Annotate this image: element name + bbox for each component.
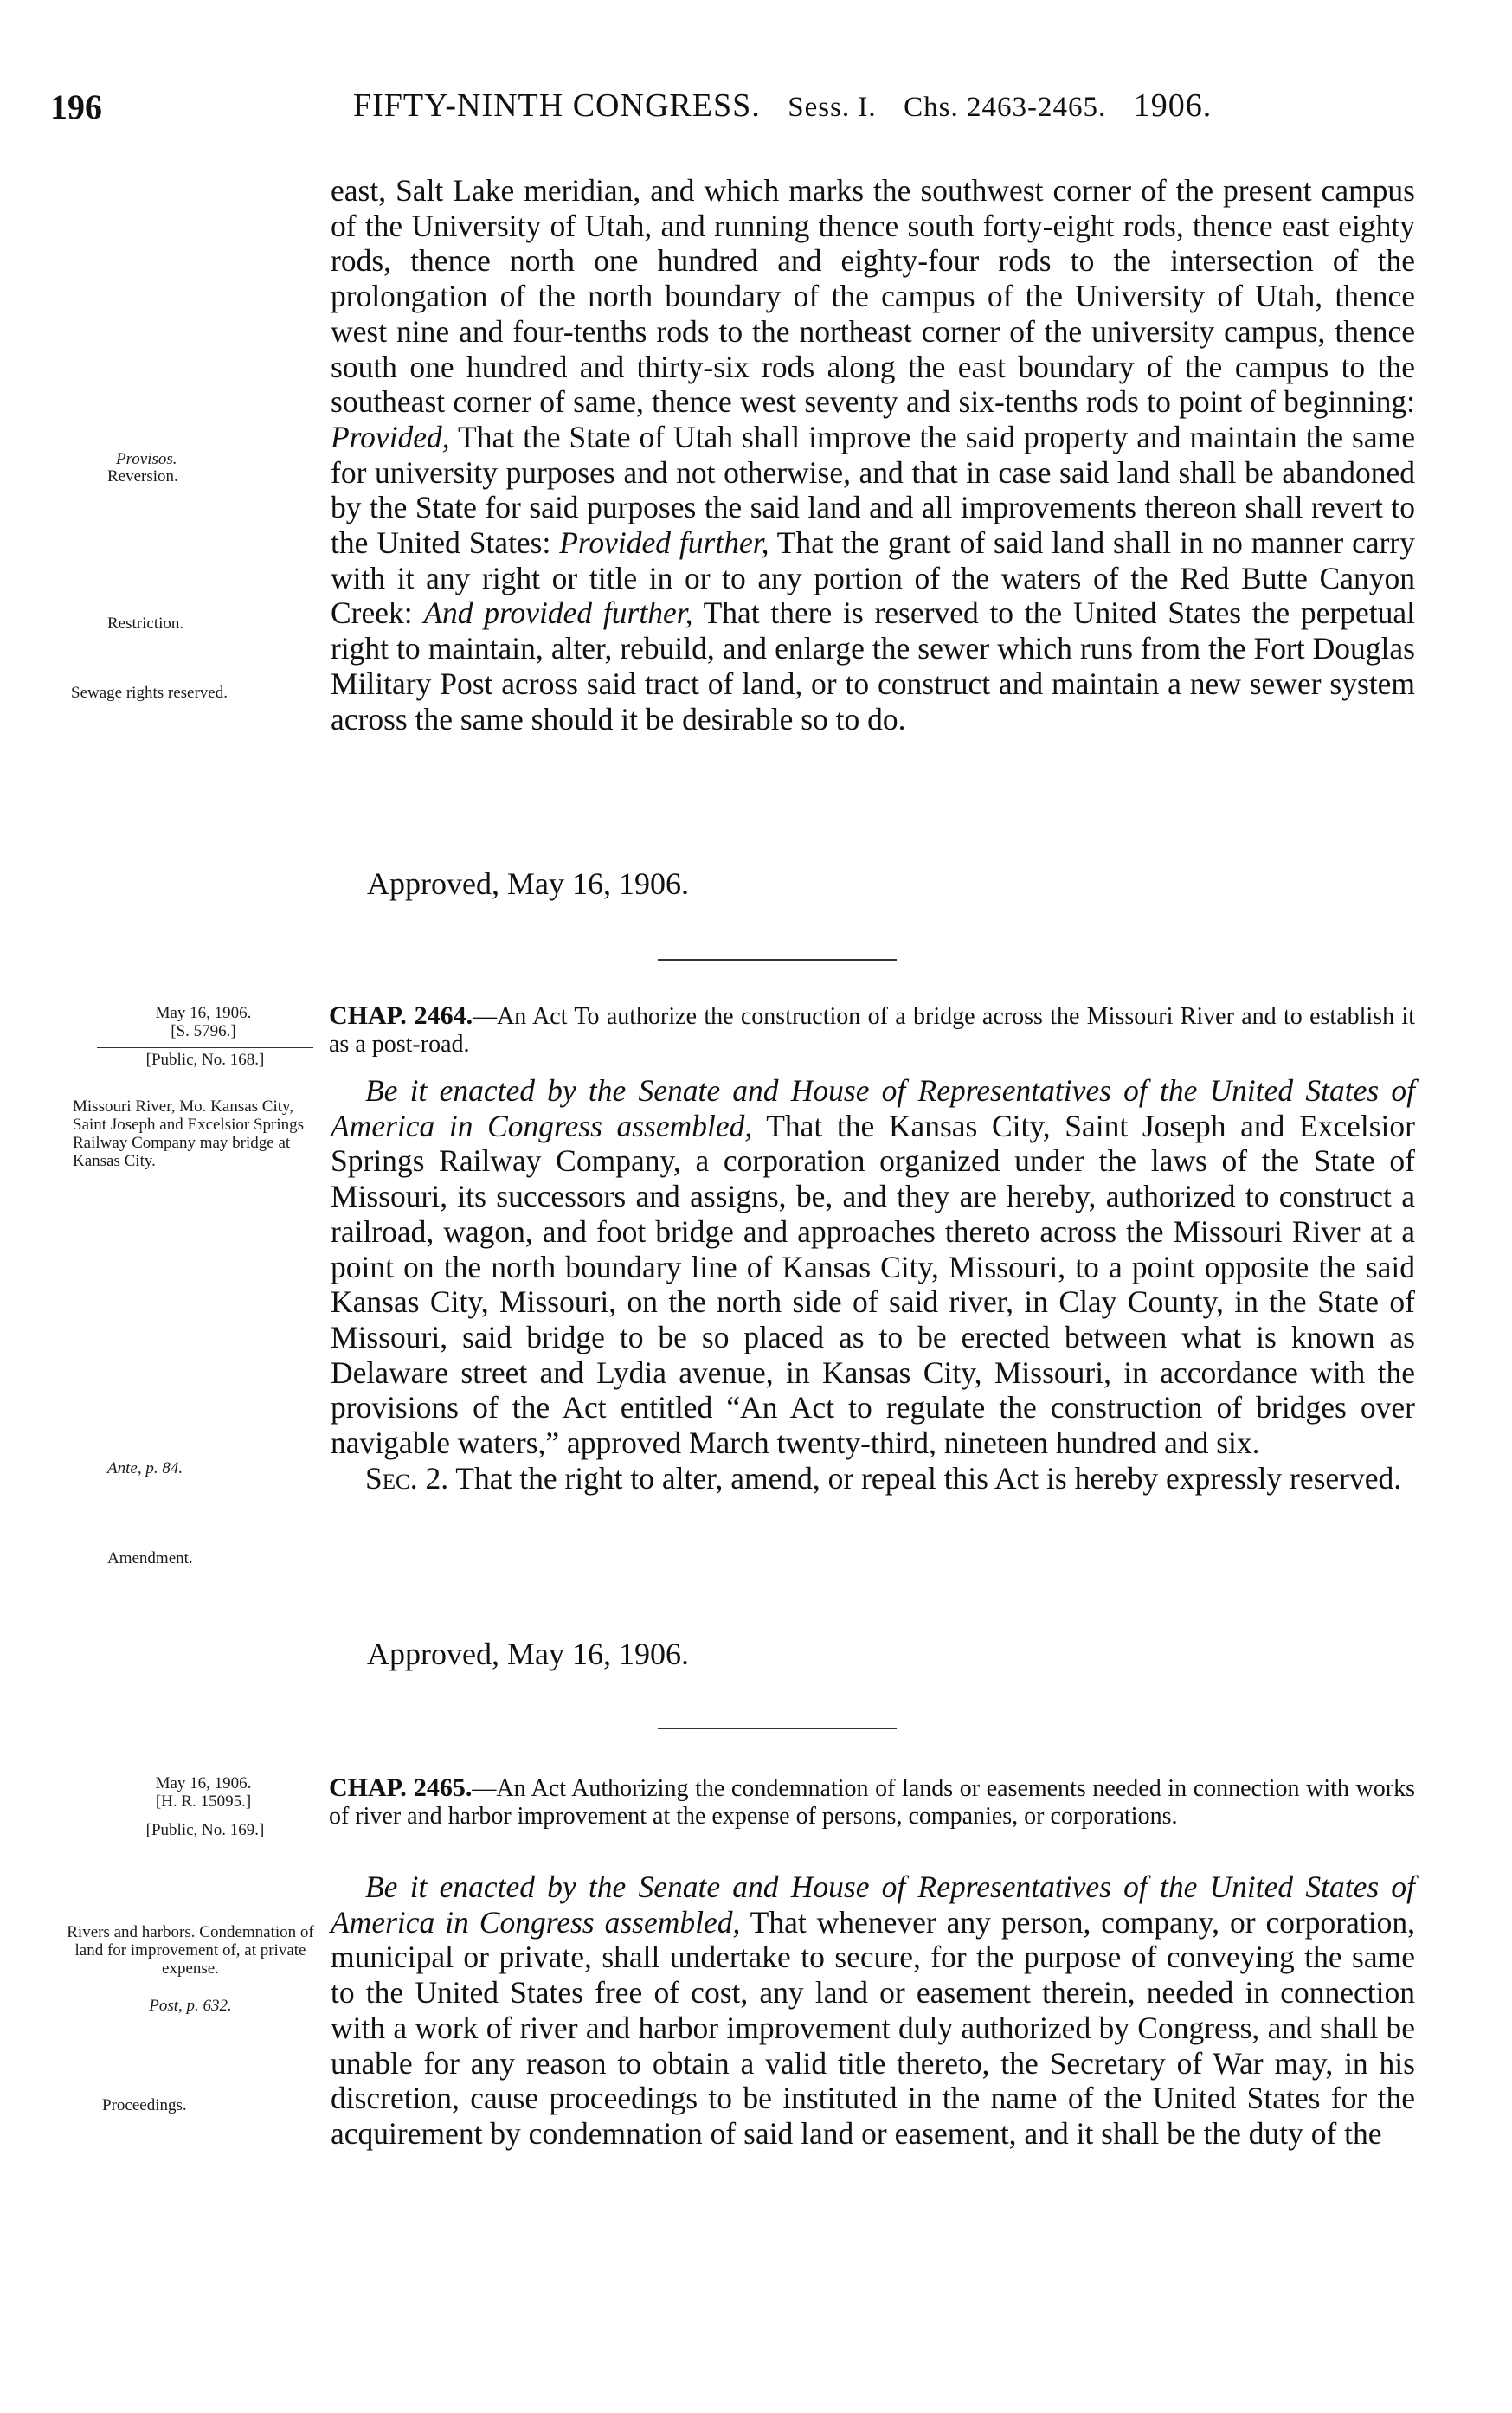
- chapter-divider-2: [658, 1728, 897, 1729]
- chap2465-margin-public: [Public, No. 169.]: [145, 1821, 265, 1839]
- congress-title: FIFTY-NINTH CONGRESS.: [353, 87, 761, 124]
- chap2464-margin-date: May 16, 1906.: [155, 1004, 252, 1022]
- provided-italic: Provided,: [331, 419, 450, 454]
- chapters-label: Chs. 2463-2465.: [904, 92, 1107, 123]
- margin-amendment: Amendment.: [107, 1549, 193, 1567]
- chap2464-body: Be it enacted by the Senate and House of Representatives of the United States of America in Congress assembled, That the Kansas City, Saint Joseph and Excelsior Springs Railway Company, a corporation organized under the laws of the State of Missouri, its successors and assigns, be, and they are hereby, authorized to construct a railroad, wagon, and foot bridge and approaches thereto across the Missouri River at a point on the north boundary line of Kansas City, Missouri, to a point opposite the said Kansas City, Missouri, on the north side of said river, in Clay County, in the State of Missouri, said bridge to be so placed as to be erected between what is known as Delaware street and Lydia avenue, in Kansas City, Missouri, in accordance with the provisions of the Act entitled “An Act to regulate the construction of bridges over navigable waters,” approved March twenty-third, nineteen hundred and six. Sec. 2. That the right to alter, amend, or repeal this Act is hereby expressly reserved.: [331, 1073, 1415, 1496]
- margin-restriction: Restriction.: [107, 615, 184, 633]
- margin-ante: Ante, p. 84.: [107, 1459, 183, 1477]
- chap2464-sec2-label: Sec. 2.: [365, 1460, 449, 1496]
- chap2465-enacting-clause: Be it enacted by the Senate and House of Representatives of the United States of America in Congress assembled,: [331, 1869, 1415, 1940]
- session-label: Sess. I.: [788, 92, 877, 123]
- chap2465-body: Be it enacted by the Senate and House of Representatives of the United States of America in Congress assembled, That whenever any person, company, or corporation, municipal or private, shall undertake to secure, for the purpose of conveying the same to the United States free of cost, any land or easement therein, needed in connection with a work of river and harbor improvement duly authorized by Congress, and shall be unable for any reason to obtain a valid title thereto, the Secretary of War may, in his discretion, cause proceedings to be instituted in the name of the United States for the acquirement by condemnation of said land or easement, and it shall be the duty of the: [331, 1869, 1415, 2151]
- chap2465-heading: [329, 1774, 1415, 1831]
- chap2465-margin-subject: Rivers and harbors. Condemnation of land for improvement of, at private expense.: [67, 1923, 314, 1978]
- chap2463-approved: Approved, May 16, 1906.: [367, 866, 689, 901]
- margin-post: Post, p. 632.: [149, 1997, 232, 2015]
- chap2464-heading: [329, 1002, 1415, 1059]
- chap2464-label: CHAP. 2464.: [329, 1001, 473, 1030]
- and-provided-further-italic: And provided further,: [423, 595, 693, 631]
- chap2465-title: —An Act Authorizing the condemnation of lands or easements needed in connection with works of river and harbor improvement at the expense of persons, companies, or corporations.: [329, 1775, 1415, 1830]
- chap2465-label: CHAP. 2465.: [329, 1773, 473, 1802]
- margin-sewage: Sewage rights reserved.: [71, 684, 228, 702]
- chap2465-margin-bill: [H. R. 15095.]: [155, 1792, 252, 1811]
- chap2464-title: —An Act To authorize the construction of a bridge across the Missouri River and to establish it as a post-road.: [329, 1003, 1415, 1058]
- running-head: [353, 87, 1418, 125]
- chap2464-approved: Approved, May 16, 1906.: [367, 1637, 689, 1671]
- chap2464-enacting-clause: Be it enacted by the Senate and House of Representatives of the United States of America in Congress assembled,: [331, 1073, 1415, 1143]
- provided-further-italic: Provided further,: [559, 525, 769, 561]
- chap2464-margin-subject: Missouri River, Mo. Kansas City, Saint Joseph and Excelsior Springs Railway Company may bridge at Kansas City.: [73, 1097, 305, 1170]
- chap2463-body: east, Salt Lake meridian, and which marks the southwest corner of the present campus of the University of Utah, and running thence south forty-eight rods, thence east eighty rods, thence north one hundred and eighty-four rods to the intersection of the prolongation of the north boundary of the campus of the University of Utah, thence west nine and four-tenths rods to the northeast corner of the university campus, thence south one hundred and thirty-six rods along the east boundary of the campus to the southeast corner of same, thence west seventy and six-tenths rods to point of beginning: Provided, That the State of Utah shall improve the said property and maintain the same for university purposes and not otherwise, and that in case said land shall be abandoned by the State for said purposes the said land and all improvements thereon shall revert to the United States: Provided further, That the grant of said land shall in no manner carry with it any right or title in or to any portion of the waters of the Red Butte Canyon Creek: And provided further, That there is reserved to the United States the perpetual right to maintain, alter, rebuild, and enlarge the sewer which runs from the Fort Douglas Military Post across said tract of land, or to construct and maintain a new sewer system across the same should it be desirable so to do.: [331, 173, 1415, 737]
- chapter-divider: [658, 959, 897, 961]
- chap2464-margin-bill: [S. 5796.]: [171, 1022, 236, 1040]
- margin-provisos: Provisos.: [116, 450, 177, 468]
- chap2464-margin-public: [Public, No. 168.]: [145, 1051, 265, 1069]
- chap2465-margin-date: May 16, 1906.: [155, 1774, 252, 1792]
- margin-proceedings: Proceedings.: [102, 2096, 187, 2114]
- page-number: 196: [50, 87, 102, 126]
- chap2464-margin-rule: [97, 1047, 313, 1048]
- year-label: 1906.: [1133, 87, 1213, 124]
- margin-reversion: Reversion.: [107, 467, 178, 486]
